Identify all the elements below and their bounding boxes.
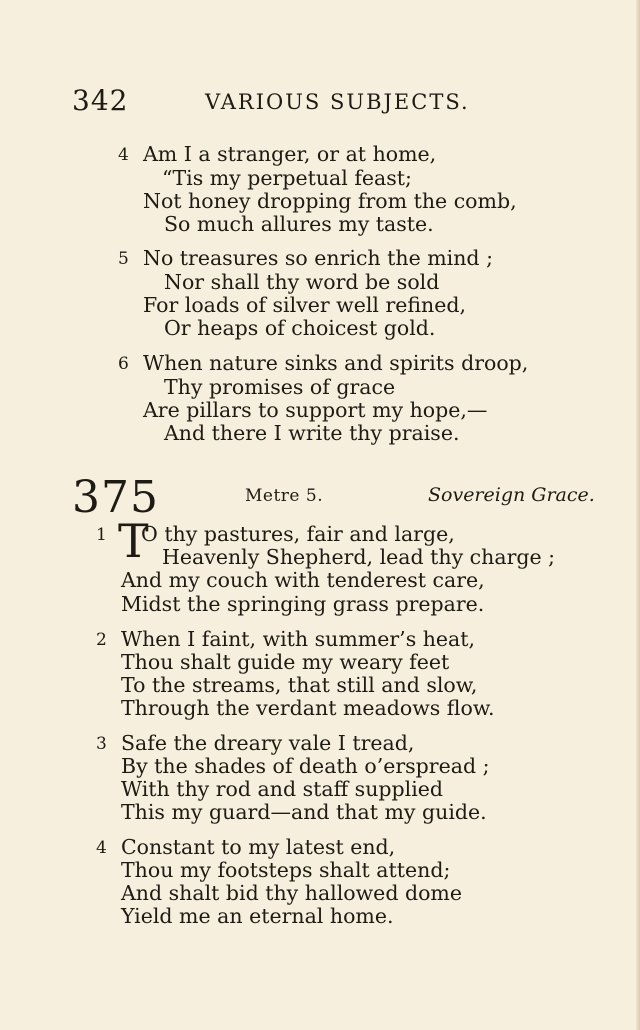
verse-line: Midst the springing grass prepare. <box>121 592 485 616</box>
stanza-number: 6 <box>118 354 129 374</box>
verse-line: Yield me an eternal home. <box>121 904 394 928</box>
stanza-number: 2 <box>96 630 107 650</box>
verse-line: To the streams, that still and slow, <box>121 673 478 697</box>
verse-line: When nature sinks and spirits droop, <box>143 351 529 375</box>
stanza-number: 1 <box>96 525 107 545</box>
verse-line: Constant to my latest end, <box>121 835 396 859</box>
verse-line: Nor shall thy word be sold <box>164 270 440 294</box>
verse-line: And shalt bid thy hallowed dome <box>121 881 462 905</box>
verse-line: Not honey dropping from the comb, <box>143 189 517 213</box>
verse-line: And there I write thy praise. <box>164 421 460 445</box>
verse-line: Thou shalt guide my weary feet <box>121 650 450 674</box>
hymn-number: 375 <box>72 472 159 523</box>
verse-line: Are pillars to support my hope,— <box>143 398 488 422</box>
running-head: VARIOUS SUBJECTS. <box>205 90 470 114</box>
verse-line: And my couch with tenderest care, <box>121 568 485 592</box>
verse-line: Heavenly Shepherd, lead thy charge ; <box>162 545 556 569</box>
page-edge <box>636 0 640 1030</box>
metre-label: Metre 5. <box>245 486 324 506</box>
verse-line: Am I a stranger, or at home, <box>143 142 437 166</box>
verse-line: Or heaps of choicest gold. <box>164 316 436 340</box>
verse-line: “Tis my perpetual feast; <box>162 166 412 190</box>
stanza-number: 3 <box>96 734 107 754</box>
verse-line: With thy rod and staff supplied <box>121 777 444 801</box>
page-number: 342 <box>72 84 129 117</box>
verse-line: For loads of silver well refined, <box>143 293 467 317</box>
verse-line: When I faint, with summer’s heat, <box>121 627 476 651</box>
verse-line: Thou my footsteps shalt attend; <box>121 858 451 882</box>
verse-line: Through the verdant meadows flow. <box>121 696 495 720</box>
drop-cap: T <box>118 514 149 568</box>
verse-line: By the shades of death o’erspread ; <box>121 754 490 778</box>
page-header <box>0 84 640 124</box>
stanza-number: 5 <box>118 249 129 269</box>
verse-line: This my guard—and that my guide. <box>121 800 487 824</box>
verse-line: So much allures my taste. <box>164 212 434 236</box>
verse-line: Safe the dreary vale I tread, <box>121 731 415 755</box>
verse-line: Thy promises of grace <box>164 375 396 399</box>
tune-name: Sovereign Grace. <box>428 484 595 506</box>
verse-line: No treasures so enrich the mind ; <box>143 246 493 270</box>
stanza-number: 4 <box>118 145 129 165</box>
verse-line: O thy pastures, fair and large, <box>141 522 455 546</box>
stanza-number: 4 <box>96 838 107 858</box>
